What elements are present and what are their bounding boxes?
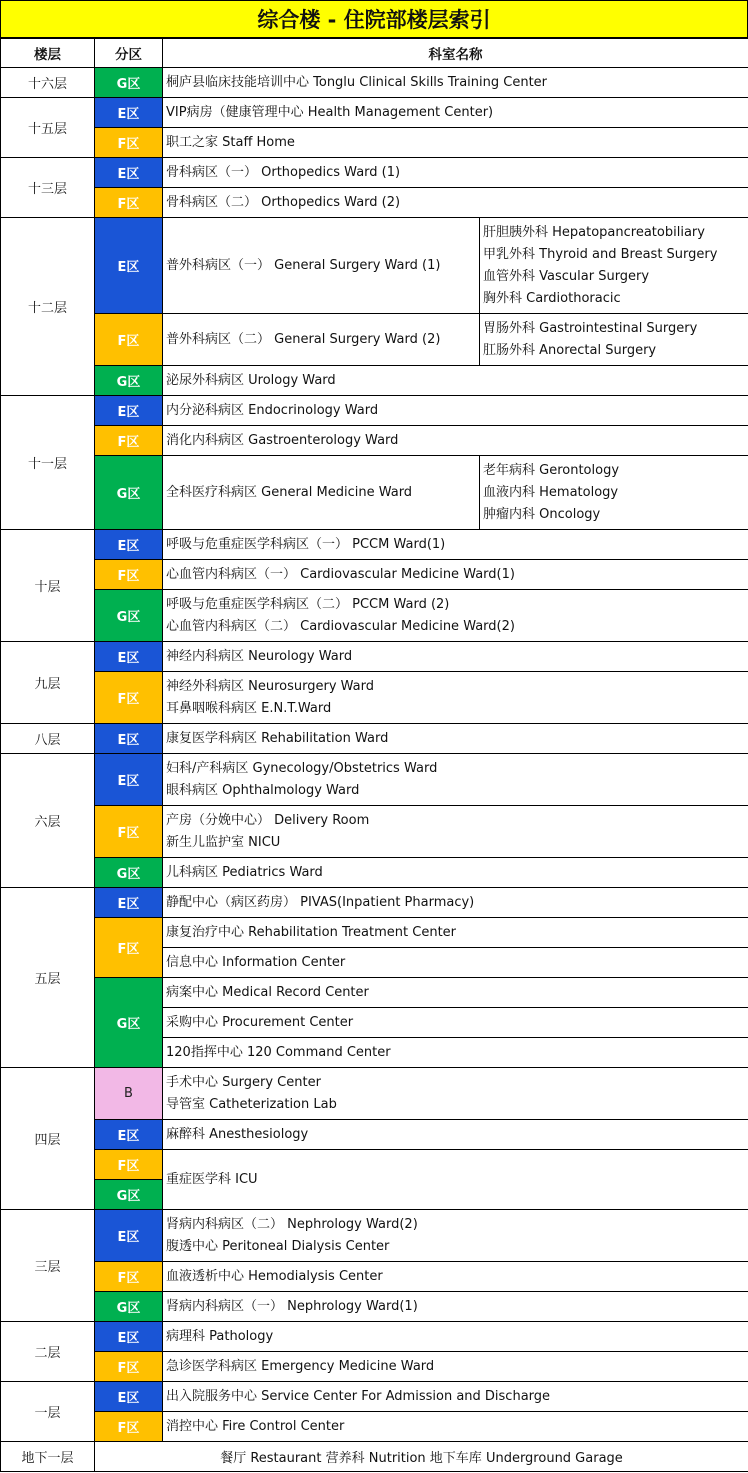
- dept-line: 消化内科病区 Gastroenterology Ward: [166, 432, 399, 448]
- floor-label: 五层: [1, 888, 95, 1068]
- floor-label: 四层: [1, 1068, 95, 1210]
- floor-label: 地下一层: [1, 1442, 95, 1472]
- dept-name: [163, 948, 748, 978]
- floor-label: 六层: [1, 754, 95, 888]
- dept-line: 全科医疗科病区 General Medicine Ward: [166, 484, 413, 500]
- floor-index-table: [0, 38, 748, 1472]
- dept-line: 神经外科病区 Neurosurgery Ward: [166, 678, 375, 694]
- dept-name: [163, 1210, 748, 1262]
- table-row: [1, 1322, 748, 1352]
- dept-line: 新生儿监护室 NICU: [166, 834, 281, 850]
- dept-name: [163, 806, 748, 858]
- dept-line: 血液内科 Hematology: [483, 484, 619, 500]
- dept-line: 导管室 Catheterization Lab: [166, 1096, 337, 1112]
- zone-badge: E区: [95, 1322, 163, 1352]
- table-row: [1, 314, 748, 366]
- zone-badge: B: [95, 1068, 163, 1120]
- table-row: [1, 754, 748, 806]
- dept-line: 120指挥中心 120 Command Center: [166, 1044, 391, 1060]
- dept-name: [163, 918, 748, 948]
- zone-badge: F区: [95, 918, 163, 978]
- zone-badge: G区: [95, 858, 163, 888]
- dept-name: [163, 858, 748, 888]
- dept-line: 急诊医学科病区 Emergency Medicine Ward: [166, 1358, 435, 1374]
- zone-badge: E区: [95, 1120, 163, 1150]
- zone-badge: E区: [95, 158, 163, 188]
- floor-label: 十层: [1, 530, 95, 642]
- dept-line: 肾病内科病区（二） Nephrology Ward(2): [166, 1216, 418, 1232]
- zone-badge: F区: [95, 672, 163, 724]
- dept-name: [163, 1382, 748, 1412]
- zone-badge: E区: [95, 888, 163, 918]
- dept-name: [163, 314, 480, 366]
- dept-name: [163, 218, 480, 314]
- zone-badge: G区: [95, 366, 163, 396]
- table-row: [1, 1068, 748, 1120]
- dept-line: 内分泌科病区 Endocrinology Ward: [166, 402, 379, 418]
- zone-badge: F区: [95, 560, 163, 590]
- zone-badge: F区: [95, 806, 163, 858]
- dept-line: 腹透中心 Peritoneal Dialysis Center: [166, 1238, 390, 1254]
- dept-line: 病案中心 Medical Record Center: [166, 984, 369, 1000]
- dept-line: 康复医学科病区 Rehabilitation Ward: [166, 730, 389, 746]
- dept-name: [163, 642, 748, 672]
- dept-name: [163, 754, 748, 806]
- dept-line: VIP病房（健康管理中心 Health Management Center): [166, 104, 494, 120]
- dept-name: [163, 1322, 748, 1352]
- floor-label: 九层: [1, 642, 95, 724]
- dept-name: [163, 530, 748, 560]
- table-row: [1, 672, 748, 724]
- dept-line: 血管外科 Vascular Surgery: [483, 268, 650, 284]
- dept-name: [163, 426, 748, 456]
- header-dept: 科室名称: [163, 39, 748, 68]
- dept-name: [163, 560, 748, 590]
- dept-line: 心血管内科病区（一） Cardiovascular Medicine Ward(1): [166, 566, 515, 582]
- table-row: [1, 1442, 748, 1472]
- dept-line: 麻醉科 Anesthesiology: [166, 1126, 309, 1142]
- dept-line: 出入院服务中心 Service Center For Admission and Discharge: [166, 1388, 551, 1404]
- table-row: [1, 1262, 748, 1292]
- dept-line: 呼吸与危重症医学科病区（二） PCCM Ward (2): [166, 596, 450, 612]
- page-title: 综合楼 - 住院部楼层索引: [0, 0, 748, 38]
- dept-name: [163, 1068, 748, 1120]
- table-row: [1, 98, 748, 128]
- table-row: [1, 918, 748, 948]
- basement-departments: 餐厅 Restaurant 营养科 Nutrition 地下车库 Underground Garage: [95, 1442, 748, 1472]
- table-row: [1, 68, 748, 98]
- zone-badge: E区: [95, 754, 163, 806]
- floor-label: 一层: [1, 1382, 95, 1442]
- dept-line: 胸外科 Cardiothoracic: [483, 290, 621, 306]
- dept-name: [163, 68, 748, 98]
- dept-line: 胃肠外科 Gastrointestinal Surgery: [483, 320, 698, 336]
- dept-line: 呼吸与危重症医学科病区（一） PCCM Ward(1): [166, 536, 446, 552]
- dept-line: 采购中心 Procurement Center: [166, 1014, 354, 1030]
- dept-line: 肾病内科病区（一） Nephrology Ward(1): [166, 1298, 418, 1314]
- dept-line: 老年病科 Gerontology: [483, 462, 620, 478]
- floor-label: 十五层: [1, 98, 95, 158]
- dept-name: [163, 128, 748, 158]
- table-row: [1, 1150, 748, 1180]
- table-row: [1, 426, 748, 456]
- floor-label: 十一层: [1, 396, 95, 530]
- zone-badge: E区: [95, 642, 163, 672]
- table-row: [1, 1382, 748, 1412]
- zone-badge: G区: [95, 1180, 163, 1210]
- header-zone: 分区: [95, 39, 163, 68]
- table-row: [1, 396, 748, 426]
- table-row: [1, 642, 748, 672]
- dept-line: 手术中心 Surgery Center: [166, 1074, 321, 1090]
- header-floor: 楼层: [1, 39, 95, 68]
- table-row: [1, 1120, 748, 1150]
- dept-name: [163, 396, 748, 426]
- table-row: [1, 158, 748, 188]
- zone-badge: F区: [95, 188, 163, 218]
- dept-line: 普外科病区（二） General Surgery Ward (2): [166, 331, 441, 347]
- zone-badge: G区: [95, 456, 163, 530]
- zone-badge: E区: [95, 1382, 163, 1412]
- dept-name: [163, 1008, 748, 1038]
- zone-badge: F区: [95, 1412, 163, 1442]
- dept-line: 静配中心（病区药房） PIVAS(Inpatient Pharmacy): [166, 894, 475, 910]
- dept-line: 肝胆胰外科 Hepatopancreatobiliary: [483, 224, 705, 240]
- table-row: [1, 530, 748, 560]
- table-row: [1, 724, 748, 754]
- dept-name: [163, 888, 748, 918]
- dept-line: 甲乳外科 Thyroid and Breast Surgery: [483, 246, 718, 262]
- dept-line: 耳鼻咽喉科病区 E.N.T.Ward: [166, 700, 332, 716]
- dept-name: [163, 672, 748, 724]
- dept-name: [163, 1038, 748, 1068]
- table-row: [1, 978, 748, 1008]
- floor-label: 十三层: [1, 158, 95, 218]
- zone-badge: F区: [95, 1150, 163, 1180]
- table-row: [1, 560, 748, 590]
- zone-badge: F区: [95, 1262, 163, 1292]
- dept-line: 产房（分娩中心） Delivery Room: [166, 812, 370, 828]
- dept-name: [163, 158, 748, 188]
- zone-badge: E区: [95, 724, 163, 754]
- dept-name: [163, 1150, 748, 1210]
- dept-name: [163, 188, 748, 218]
- sub-departments: [480, 218, 748, 314]
- dept-line: 血液透析中心 Hemodialysis Center: [166, 1268, 383, 1284]
- table-row: [1, 456, 748, 530]
- dept-name: [163, 978, 748, 1008]
- zone-badge: F区: [95, 128, 163, 158]
- dept-name: [163, 590, 748, 642]
- dept-line: 骨科病区（一） Orthopedics Ward (1): [166, 164, 401, 180]
- dept-line: 病理科 Pathology: [166, 1328, 274, 1344]
- dept-name: [163, 1262, 748, 1292]
- table-row: [1, 1412, 748, 1442]
- dept-line: 职工之家 Staff Home: [166, 134, 295, 150]
- floor-label: 二层: [1, 1322, 95, 1382]
- dept-line: 消控中心 Fire Control Center: [166, 1418, 345, 1434]
- table-row: [1, 188, 748, 218]
- dept-line: 骨科病区（二） Orthopedics Ward (2): [166, 194, 401, 210]
- dept-line: 重症医学科 ICU: [166, 1171, 258, 1187]
- floor-label: 十六层: [1, 68, 95, 98]
- sub-departments: [480, 314, 748, 366]
- dept-name: [163, 98, 748, 128]
- dept-name: [163, 724, 748, 754]
- dept-name: [163, 456, 480, 530]
- dept-name: [163, 1120, 748, 1150]
- table-row: [1, 806, 748, 858]
- table-row: [1, 1352, 748, 1382]
- dept-line: 儿科病区 Pediatrics Ward: [166, 864, 323, 880]
- table-row: [1, 128, 748, 158]
- dept-name: [163, 1292, 748, 1322]
- sub-departments: [480, 456, 748, 530]
- table-row: [1, 590, 748, 642]
- dept-line: 肛肠外科 Anorectal Surgery: [483, 342, 657, 358]
- zone-badge: E区: [95, 396, 163, 426]
- dept-line: 信息中心 Information Center: [166, 954, 346, 970]
- dept-name: [163, 1352, 748, 1382]
- dept-line: 妇科/产科病区 Gynecology/Obstetrics Ward: [166, 760, 438, 776]
- table-row: [1, 218, 748, 314]
- floor-label: 三层: [1, 1210, 95, 1322]
- floor-label: 八层: [1, 724, 95, 754]
- zone-badge: F区: [95, 426, 163, 456]
- dept-line: 眼科病区 Ophthalmology Ward: [166, 782, 360, 798]
- zone-badge: G区: [95, 68, 163, 98]
- zone-badge: E区: [95, 1210, 163, 1262]
- dept-name: [163, 366, 748, 396]
- dept-line: 桐庐县临床技能培训中心 Tonglu Clinical Skills Training Center: [166, 74, 548, 90]
- zone-badge: G区: [95, 1292, 163, 1322]
- floor-label: 十二层: [1, 218, 95, 396]
- zone-badge: G区: [95, 590, 163, 642]
- dept-line: 泌尿外科病区 Urology Ward: [166, 372, 336, 388]
- zone-badge: F区: [95, 1352, 163, 1382]
- table-row: [1, 1210, 748, 1262]
- table-row: [1, 366, 748, 396]
- dept-line: 康复治疗中心 Rehabilitation Treatment Center: [166, 924, 457, 940]
- dept-name: [163, 1412, 748, 1442]
- zone-badge: G区: [95, 978, 163, 1068]
- dept-line: 肿瘤内科 Oncology: [483, 506, 601, 522]
- table-row: [1, 1292, 748, 1322]
- zone-badge: E区: [95, 98, 163, 128]
- dept-line: 心血管内科病区（二） Cardiovascular Medicine Ward(2): [166, 618, 515, 634]
- table-row: [1, 888, 748, 918]
- dept-line: 普外科病区（一） General Surgery Ward (1): [166, 257, 441, 273]
- dept-line: 神经内科病区 Neurology Ward: [166, 648, 353, 664]
- zone-badge: E区: [95, 530, 163, 560]
- floor-rows: [1, 68, 748, 1472]
- header-row: [1, 39, 748, 68]
- table-row: [1, 858, 748, 888]
- zone-badge: E区: [95, 218, 163, 314]
- zone-badge: F区: [95, 314, 163, 366]
